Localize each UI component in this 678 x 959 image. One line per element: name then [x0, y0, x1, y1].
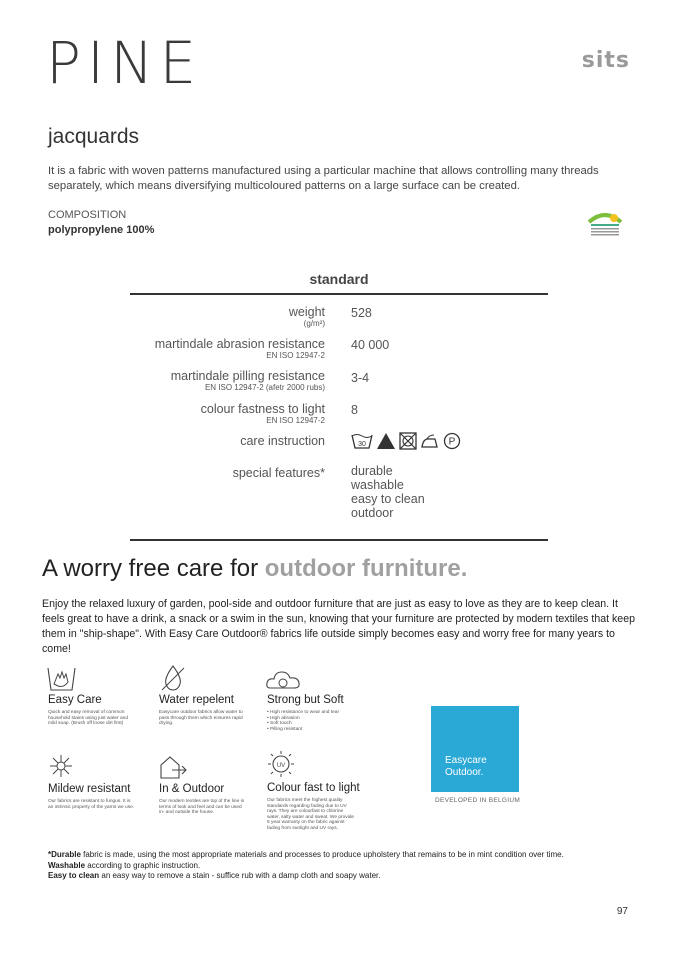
easycare-outdoor-badge: Easycare Outdoor.: [431, 706, 519, 792]
footnotes: [48, 850, 638, 882]
care-instruction-icons: [351, 432, 461, 450]
no-tumble-dry-icon: [399, 432, 417, 450]
feature-title: Colour fast to light: [267, 782, 360, 794]
intro-text: It is a fabric with woven patterns manufactured using a particular machine that allows controlling many threads separately, which means diversifying multicoloured patterns on a large surface can be created.: [48, 165, 599, 192]
footnote: *Durable fabric is made, using the most appropriate materials and processes to produce upholstery that remains to be in mint condition over time.: [48, 850, 564, 859]
standard-heading: standard: [309, 271, 369, 287]
spec-label-pilling: martindale pilling resistance EN ISO 12947-2 (afetr 2000 rubs): [170, 369, 325, 392]
svg-text:P: P: [448, 436, 456, 448]
table-bottom-rule: [130, 539, 548, 541]
feature-title: Water repelent: [159, 694, 234, 706]
composition-label: COMPOSITION: [48, 209, 127, 221]
outdoor-headline: A worry free care for outdoor furniture.: [42, 555, 468, 582]
footnote: Washable according to graphic instruction.: [48, 860, 201, 870]
spec-label-weight: weight (g/m²): [288, 305, 325, 328]
footnote: Easy to clean an easy way to remove a stain - suffice rub with a damp cloth and soapy water.: [48, 871, 381, 880]
water-drop-icon: [158, 664, 188, 692]
spec-value-pilling: 3-4: [351, 371, 370, 385]
spec-label-care: care instruction: [240, 434, 325, 448]
feature-desc: Our modern textiles are top of the line in terms of look and feel and can be used in- and outside the house.: [159, 799, 245, 816]
feature-item: outdoor: [351, 506, 394, 520]
feature-desc: Quick and easy removal of common household stains using just water and mild soap. (Brush off loose dirt first): [48, 710, 128, 727]
feature-title: Strong but Soft: [267, 694, 344, 706]
iron-icon: [420, 432, 440, 450]
feature-title: In & Outdoor: [159, 783, 225, 795]
page-number: 97: [616, 906, 628, 917]
uv-sun-icon: [266, 750, 296, 778]
table-top-rule: [130, 293, 548, 295]
spec-value-abrasion: 40 000: [351, 338, 390, 352]
feature-item: easy to clean: [351, 492, 425, 506]
feature-item: durable: [351, 464, 393, 478]
hand-wash-icon: [46, 664, 76, 692]
feature-item: washable: [351, 478, 404, 492]
feature-desc: • High resistance to wear and tear • High abrasion • Soft touch • Pilling resistant: [267, 710, 340, 732]
page-title: PINE: [46, 29, 203, 97]
brand-logo: sits: [581, 48, 630, 73]
spec-label-special: special features*: [232, 466, 325, 480]
outdoor-paragraph: Enjoy the relaxed luxury of garden, pool-side and outdoor furniture that are just as easy to love as they are to keep clean. It feels great to have a drink, a snack or a swim in the sun, knowing that your furniture are protected by modern textiles that keep them in "ship-shape". With Easy Care Outdoor® fabrics life outside simply becomes easy and worry free for many years to come!: [42, 598, 635, 655]
spec-value-colourfastness: 8: [351, 403, 358, 417]
feature-desc: Easycare outdoor fabrics allow water to pass through them which ensures rapid drying.: [159, 710, 243, 727]
spec-label-abrasion: martindale abrasion resistance EN ISO 12947-2: [154, 337, 325, 360]
spec-label-colourfastness: colour fastness to light EN ISO 12947-2: [200, 402, 325, 425]
feature-desc: Our fabrics are resistant to fungus. It is an intrinsic property of the yarns we use.: [48, 799, 135, 810]
composition-value: polypropylene 100%: [48, 224, 155, 236]
special-features-list: [351, 464, 425, 520]
wash-30-icon: [351, 432, 373, 450]
svg-text:30: 30: [358, 441, 366, 448]
feature-title: Easy Care: [48, 694, 102, 706]
eco-label-icon: [583, 210, 627, 240]
in-outdoor-icon: [158, 752, 188, 780]
soft-cloud-icon: [266, 666, 302, 694]
spec-value-weight: 528: [351, 306, 372, 320]
mildew-icon: [46, 752, 76, 780]
svg-text:UV: UV: [276, 763, 286, 769]
badge-caption: DEVELOPED IN BELGIUM: [435, 797, 521, 804]
bleach-triangle-icon: [376, 432, 396, 450]
dry-clean-p-icon: [443, 432, 461, 450]
feature-title: Mildew resistant: [48, 783, 131, 795]
feature-desc: Our fabrics meet the highest quality standards regarding fading due to UV rays. They are colourfast to chlorine water, salty water and sweat. We provide 5 year warranty on the fabric against fading from sunlight and UV rays.: [267, 798, 355, 831]
fabric-category: jacquards: [48, 125, 140, 148]
